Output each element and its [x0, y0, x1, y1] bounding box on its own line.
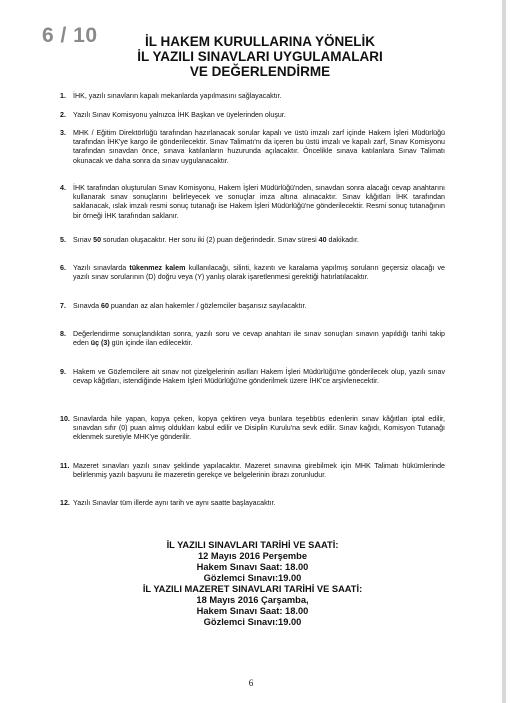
rule-text-emphasis: üç (3): [90, 339, 110, 348]
rule-number: 2.: [60, 111, 66, 119]
rule-item-9: [60, 368, 445, 386]
rule-text-emphasis: 50: [93, 236, 102, 244]
rule-text: [73, 129, 445, 166]
rule-item-5: [60, 236, 445, 245]
rule-item-12: [60, 499, 445, 508]
rule-text-run: Yazılı sınavlarda: [73, 264, 130, 272]
rule-item-8: [60, 330, 445, 348]
rule-number: 5.: [60, 236, 66, 244]
rule-text-run: İHK tarafından oluşturulan Sınav Komisyonu, Hakem İşleri Müdürlüğü'nden, sınavdan sonra alacağı cevap anahtarını kullanarak sınav sonuçlarını belirleyecek ve sonuçlar imza altına alınacaktır. Sınav kâğıtları İHK tarafından saklanacak, ıslak imzalı resmi sonuç tutanağı ise Hakem İşleri Müdürlüğü'ne gönderilecektir. Resmi sonuç tutanağının bir örneği İHK tarafından saklanır.: [73, 184, 445, 220]
makeup-schedule-heading: İL YAZILI MAZERET SINAVLARI TARİHİ VE SAATİ:: [142, 584, 363, 594]
rule-text-run: Yazılı Sınavlar tüm illerde aynı tarih ve aynı saatte başlayacaktır.: [73, 499, 276, 507]
rule-item-6: [60, 264, 445, 282]
rule-number: 1.: [60, 92, 66, 100]
rule-text: [73, 264, 445, 282]
makeup-observer-time: Gözlemci Sınavı:19.00: [203, 617, 302, 627]
rule-text-run: Sınavda: [73, 302, 102, 310]
rule-text-run: gün içinde ilan edilecektir.: [109, 339, 193, 348]
rule-number: 8.: [60, 330, 66, 338]
schedule-referee-time: Hakem Sınavı Saat: 18.00: [196, 562, 309, 572]
rule-text-run: Sınavlarda hile yapan, kopya çeken, kopya çektiren veya bunlara teşebbüs edenlerin sınav kâğıtları iptal edilir, sınavdan sıfır (0) puan almış oldukları kabul edilir ve Disiplin Kurulu'na sevk edilir. Sınav kağıdı, Komisyon Tutanağı eklenmek suretiyle MHK'ye gönderilir.: [73, 415, 445, 442]
rule-text: [73, 236, 445, 245]
rule-text-run: Mazeret sınavları yazılı sınav şeklinde yapılacaktır. Mazeret sınavına girebilmek için MHK Talimatı hükümlerinde belirlenmiş yazılı başvuru ile mazeretin gerekçe ve belgelerinin ibrazı zorunludur.: [73, 462, 445, 480]
rule-text: [73, 415, 445, 443]
rule-text: [73, 302, 445, 311]
rule-text-run: MHK / Eğitim Direktörlüğü tarafından hazırlanacak sorular kapalı ve üstü imzalı zarf içinde Hakem İşleri Müdürlüğü tarafından İHK'ye kargo ile gönderilecektir. Sınav Talimatı'nı da içeren bu üstü imzalı ve kapalı zarf, Sınav Komisyonu tarafından sınavdan önce, sınava katılanların huzurunda açılacaktır. Öncelikle sınava katılanlara Sınav Talimatı okunacak ve daha sonra da sınav uygulanacaktır.: [73, 129, 445, 165]
rule-text-run: Sınav: [73, 236, 94, 244]
rule-number: 11.: [60, 462, 70, 470]
page-counter: 6 / 10: [42, 24, 98, 47]
rule-text: [73, 111, 445, 120]
rule-item-10: [60, 415, 445, 443]
rule-text-emphasis: tükenmez kalem: [129, 264, 186, 272]
makeup-schedule-date: 18 Mayıs 2016 Çarşamba,: [196, 595, 309, 605]
rule-text: [73, 92, 445, 101]
schedule-heading: İL YAZILI SINAVLARI TARİHİ VE SAATİ:: [166, 540, 339, 550]
rule-item-3: [60, 129, 445, 166]
rule-text-run: Hakem ve Gözlemcilere ait sınav not çizelgelerinin asılları Hakem İşleri Müdürlüğü'ne gönderilecek olup, yazılı sınav cevap kâğıtları, istendiğinde Hakem İşleri Müdürlüğü'ne gönderilmek üzere İHK'ce arşivlenecektir.: [73, 368, 445, 386]
rule-text-emphasis: 40: [318, 236, 327, 244]
rule-text: [73, 462, 445, 480]
rule-number: 3.: [60, 129, 66, 137]
rule-item-2: [60, 111, 445, 120]
title-line-2: İL YAZILI SINAVLARI UYGULAMALARI: [137, 49, 383, 64]
rule-number: 10.: [60, 415, 70, 423]
rule-text-run: İHK, yazılı sınavların kapalı mekanlarda yapılmasını sağlayacaktır.: [73, 92, 282, 100]
rule-item-4: [60, 184, 445, 221]
rule-number: 4.: [60, 184, 66, 192]
rule-number: 12.: [60, 499, 70, 507]
rule-number: 6.: [60, 264, 66, 272]
rule-text-run: Değerlendirme sonuçlandıktan sonra, yazılı soru ve cevap anahtarı ile sınav sonuçları sınavın yapıldığı tarihi takip eden: [73, 330, 445, 348]
rule-text: [73, 368, 445, 386]
rule-text: [73, 499, 445, 508]
rule-text-run: dakikadır.: [326, 236, 359, 244]
rule-text-run: puandan az alan hakemler / gözlemciler başarısız sayılacaktır.: [108, 302, 307, 310]
rule-item-11: [60, 462, 445, 480]
makeup-referee-time: Hakem Sınavı Saat: 18.00: [196, 606, 309, 616]
rule-text-run: Yazılı Sınav Komisyonu yalnızca İHK Başkan ve üyelerinden oluşur.: [73, 111, 286, 119]
document-title: [120, 34, 400, 79]
rule-text: [73, 184, 445, 221]
rule-text-emphasis: 60: [101, 302, 109, 310]
rule-text-run: kullanılacağı, silinti, kazıntı ve karalama yapılmış soruların geçersiz olacağı ve yazılı sınav sorularının (D) doğru veya (Y) yanlış olarak işaretlenmesi gerektiği hatırlatılacaktır.: [73, 264, 445, 282]
exam-schedule: [60, 540, 445, 628]
rule-number: 7.: [60, 302, 66, 310]
schedule-observer-time: Gözlemci Sınavı:19.00: [203, 573, 302, 583]
rule-text: [73, 330, 445, 348]
rule-text-run: sorudan oluşacaktır. Her soru iki (2) puan değerindedir. Sınav süresi: [101, 236, 319, 244]
rule-item-1: [60, 92, 445, 101]
footer-page-number: 6: [248, 678, 254, 688]
rule-item-7: [60, 302, 445, 311]
rule-number: 9.: [60, 368, 66, 376]
title-line-1: İL HAKEM KURULLARINA YÖNELİK: [144, 34, 375, 49]
schedule-date: 12 Mayıs 2016 Perşembe: [197, 551, 308, 561]
title-line-3: VE DEĞERLENDİRME: [189, 64, 331, 79]
